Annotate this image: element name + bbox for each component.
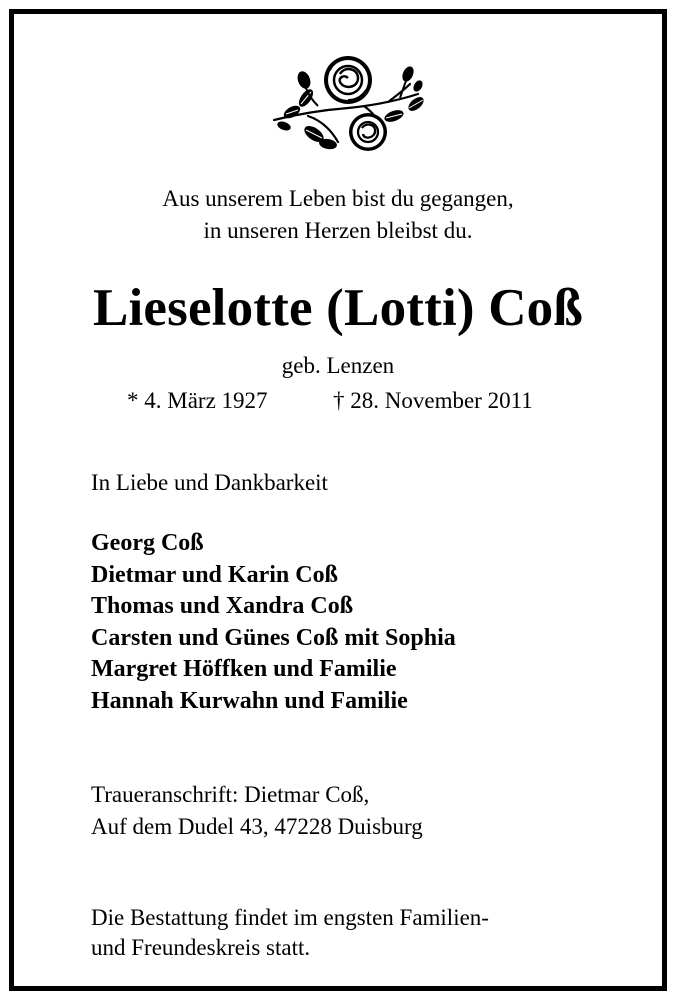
mourner-name: Georg Coß xyxy=(91,530,204,556)
death-date: † 28. November 2011 xyxy=(333,388,533,413)
mourners-list xyxy=(91,528,456,718)
address-line-2: Auf dem Dudel 43, 47228 Duisburg xyxy=(91,814,423,839)
verse-line-2: in unseren Herzen bleibst du. xyxy=(203,218,473,243)
mourner-name: Margret Höffken und Familie xyxy=(91,656,397,683)
mourner-name: Thomas und Xandra Coß xyxy=(91,593,354,620)
obituary-frame xyxy=(9,9,667,991)
deceased-name: Lieselotte (Lotti) Coß xyxy=(92,279,584,337)
funeral-note-line-1: Die Bestattung findet im engsten Familien- xyxy=(91,905,489,930)
dedication-text: In Liebe und Dankbarkeit xyxy=(91,470,328,495)
birth-date: * 4. März 1927 xyxy=(127,388,268,413)
address-line-1: Traueranschrift: Dietmar Coß, xyxy=(91,782,370,807)
verse-line-1: Aus unserem Leben bist du gegangen, xyxy=(162,186,514,211)
mourner-name: Hannah Kurwahn und Familie xyxy=(91,687,408,714)
funeral-note xyxy=(91,903,489,963)
funeral-note-line-2: und Freundeskreis statt. xyxy=(91,935,311,960)
roses-icon xyxy=(268,50,428,154)
mourner-name: Dietmar und Karin Coß xyxy=(91,561,338,588)
mourning-address xyxy=(91,779,423,843)
mourner-name: Carsten und Günes Coß mit Sophia xyxy=(91,624,456,651)
birth-name: geb. Lenzen xyxy=(281,353,395,378)
